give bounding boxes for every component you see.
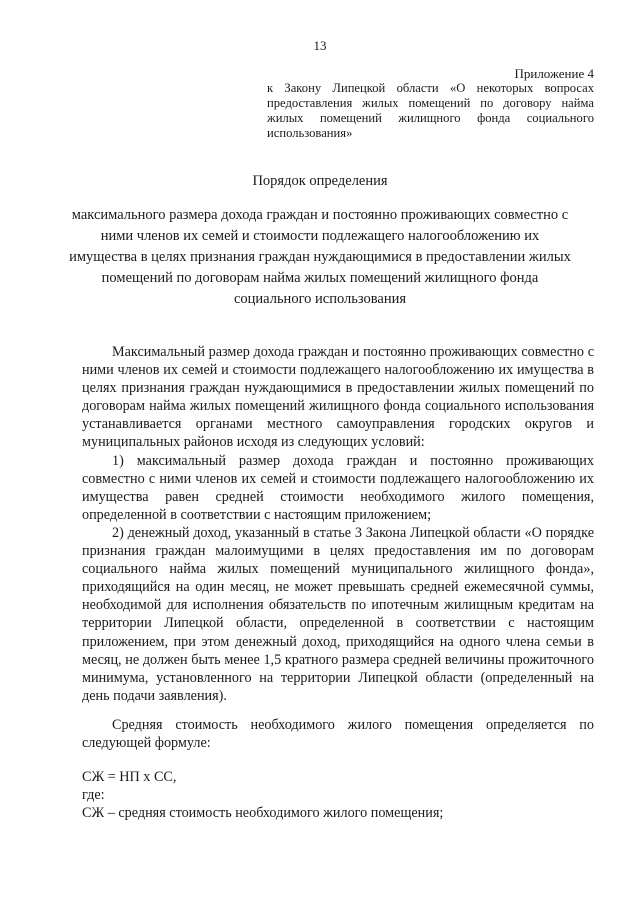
definition-sj: СЖ – средняя стоимость необходимого жилого помещения; bbox=[82, 805, 444, 822]
document-title: Порядок определения bbox=[252, 173, 388, 189]
document-body bbox=[82, 343, 594, 822]
formula-intro-paragraph: Средняя стоимость необходимого жилого помещения определяется по следующей формуле: bbox=[82, 716, 594, 751]
formula: СЖ = НП х СС, bbox=[82, 769, 177, 786]
intro-paragraph: Максимальный размер дохода граждан и постоянно проживающих совместно с ними членов их семей и стоимости подлежащего налогообложению их имущества в целях признания граждан нуждающимися в предоставлении жилых помещений по договорам найма жилых помещений жилищного фонда социального использования устанавливается органами местного самоуправления городских округов и муниципальных районов исходя из следующих условий: bbox=[82, 344, 594, 451]
condition-item-2: 2) денежный доход, указанный в статье 3 Закона Липецкой области «О порядке признания граждан малоимущими в целях предоставления им по договорам социального найма жилых помещений муниципального жилищного фонда», приходящийся на один месяц, не может превышать средней ежемесячной суммы, необходимой для исполнения обязательств по ипотечным жилищным кредитам на территории Липецкой области, определенной в соответствии с настоящим приложением, при этом денежный доход, приходящийся на одного члена семьи в месяц, не должен быть менее 1,5 кратного размера средней величины прожиточного минимума, установленного на территории Липецкой области (определенный на день подачи заявления). bbox=[82, 524, 594, 704]
appendix-reference: к Закону Липецкой области «О некоторых вопросах предоставления жилых помещений по договору найма жилых помещений жилищного фонда социального использования» bbox=[267, 81, 594, 140]
document-subtitle: максимального размера дохода граждан и постоянно проживающих совместно с ними членов их семей и стоимости подлежащего налогообложению их имущества в целях признания граждан нуждающимися в предоставлении жилых помещений по договорам найма жилых помещений жилищного фонда социального использования bbox=[69, 207, 571, 307]
appendix-title: Приложение 4 bbox=[514, 66, 594, 81]
formula-where: где: bbox=[82, 787, 105, 804]
page-number: 13 bbox=[313, 38, 327, 53]
condition-item-1: 1) максимальный размер дохода граждан и постоянно проживающих совместно с ними членов их семей и стоимости подлежащего налогообложению их имущества равен средней стоимости необходимого жилого помещения, определенной в соответствии с настоящим приложением; bbox=[82, 452, 594, 523]
formula-block bbox=[82, 768, 594, 822]
